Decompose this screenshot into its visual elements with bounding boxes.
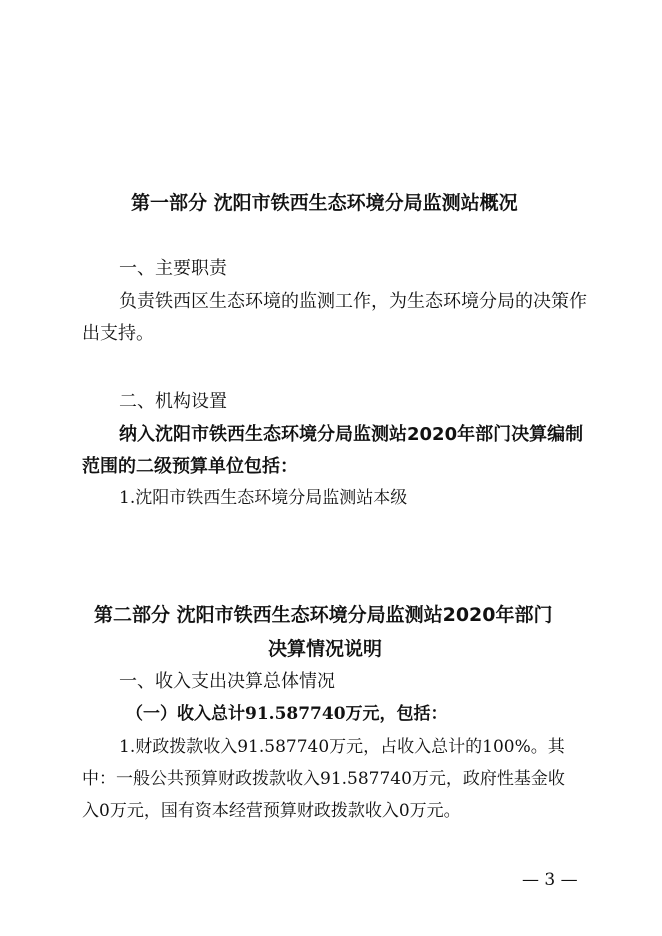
part1-section2-item1: 1.沈阳市铁西生态环境分局监测站本级 <box>119 488 408 508</box>
part1-section1-line2: 出支持。 <box>82 323 154 344</box>
part2-paragraph-line3: 入0万元，国有资本经营预算财政拨款收入0万元。 <box>82 801 461 821</box>
part2-section1-heading: 一、收入支出决算总体情况 <box>119 671 335 692</box>
part2-title-line2: 决算情况说明 <box>268 638 383 660</box>
part1-section1-heading: 一、主要职责 <box>119 258 227 279</box>
part1-section2-heading: 二、机构设置 <box>119 391 227 412</box>
part2-subsection1-heading: （一）收入总计91.587740万元，包括： <box>126 704 448 724</box>
part2-paragraph-line2: 中：一般公共预算财政拨款收入91.587740万元，政府性基金收 <box>82 769 565 789</box>
part1-section2-line1: 纳入沈阳市铁西生态环境分局监测站2020年部门决算编制 <box>119 424 584 445</box>
part1-title: 第一部分 沈阳市铁西生态环境分局监测站概况 <box>131 192 518 214</box>
part2-paragraph-line1: 1.财政拨款收入91.587740万元，占收入总计的100%。其 <box>119 737 565 757</box>
part1-section1-line1: 负责铁西区生态环境的监测工作，为生态环境分局的决策作 <box>119 291 587 312</box>
part1-section2-line2: 范围的二级预算单位包括： <box>82 456 298 477</box>
page-number: — 3 — <box>522 870 578 890</box>
part2-title-line1: 第二部分 沈阳市铁西生态环境分局监测站2020年部门 <box>94 604 553 626</box>
